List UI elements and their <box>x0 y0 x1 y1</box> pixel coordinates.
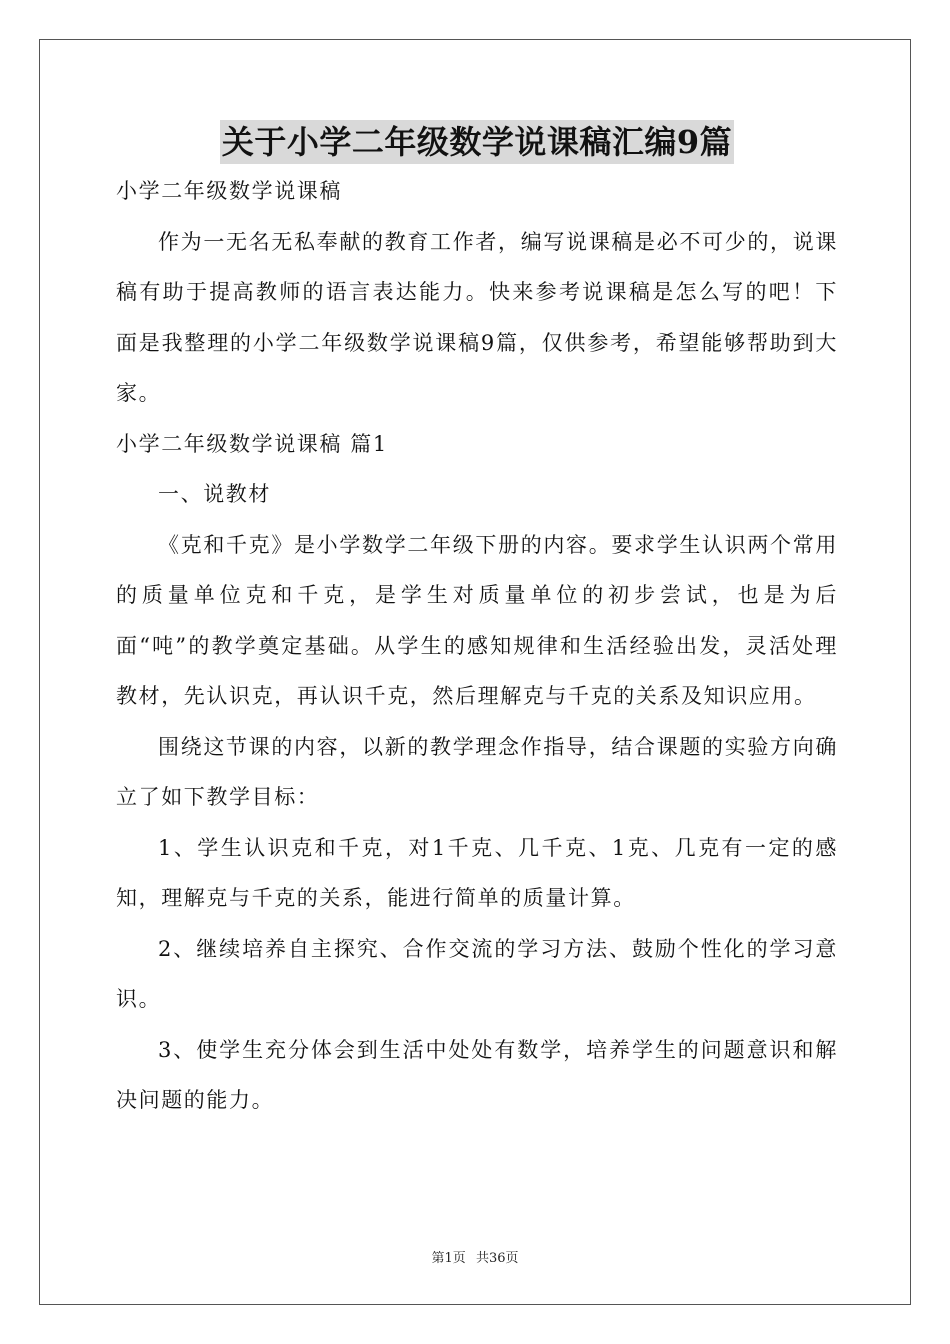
subtitle-line: 小学二年级数学说课稿 <box>116 179 342 203</box>
title-container <box>116 120 838 164</box>
goal-item-3: 3、使学生充分体会到生活中处处有数学，培养学生的问题意识和解决问题的能力。 <box>116 1037 838 1112</box>
page-footer <box>0 1247 950 1266</box>
document-title: 关于小学二年级数学说课稿汇编9篇 <box>220 120 734 164</box>
page-total: 共36页 <box>475 1251 519 1266</box>
goal-item-1: 1、学生认识克和千克，对1千克、几千克、1克、几克有一定的感知，理解克与千克的关系，能进行简单的质量计算。 <box>116 835 838 910</box>
body-paragraph: 围绕这节课的内容，以新的教学理念作指导，结合课题的实验方向确立了如下教学目标： <box>116 734 838 809</box>
intro-paragraph: 作为一无名无私奉献的教育工作者，编写说课稿是必不可少的，说课稿有助于提高教师的语言表达能力。快来参考说课稿是怎么写的吧！下面是我整理的小学二年级数学说课稿9篇，仅供参考，希望能够帮助到大家。 <box>116 229 838 405</box>
section-heading: 小学二年级数学说课稿 篇1 <box>116 431 388 456</box>
page-number: 第1页 <box>431 1251 466 1266</box>
subsection-heading: 一、说教材 <box>158 482 271 506</box>
document-body <box>116 120 838 1126</box>
goal-item-2: 2、继续培养自主探究、合作交流的学习方法、鼓励个性化的学习意识。 <box>116 936 838 1011</box>
body-paragraph: 《克和千克》是小学数学二年级下册的内容。要求学生认识两个常用的质量单位克和千克，是学生对质量单位的初步尝试，也是为后面“吨”的教学奠定基础。从学生的感知规律和生活经验出发，灵活处理教材，先认识克，再认识千克，然后理解克与千克的关系及知识应用。 <box>116 532 838 708</box>
